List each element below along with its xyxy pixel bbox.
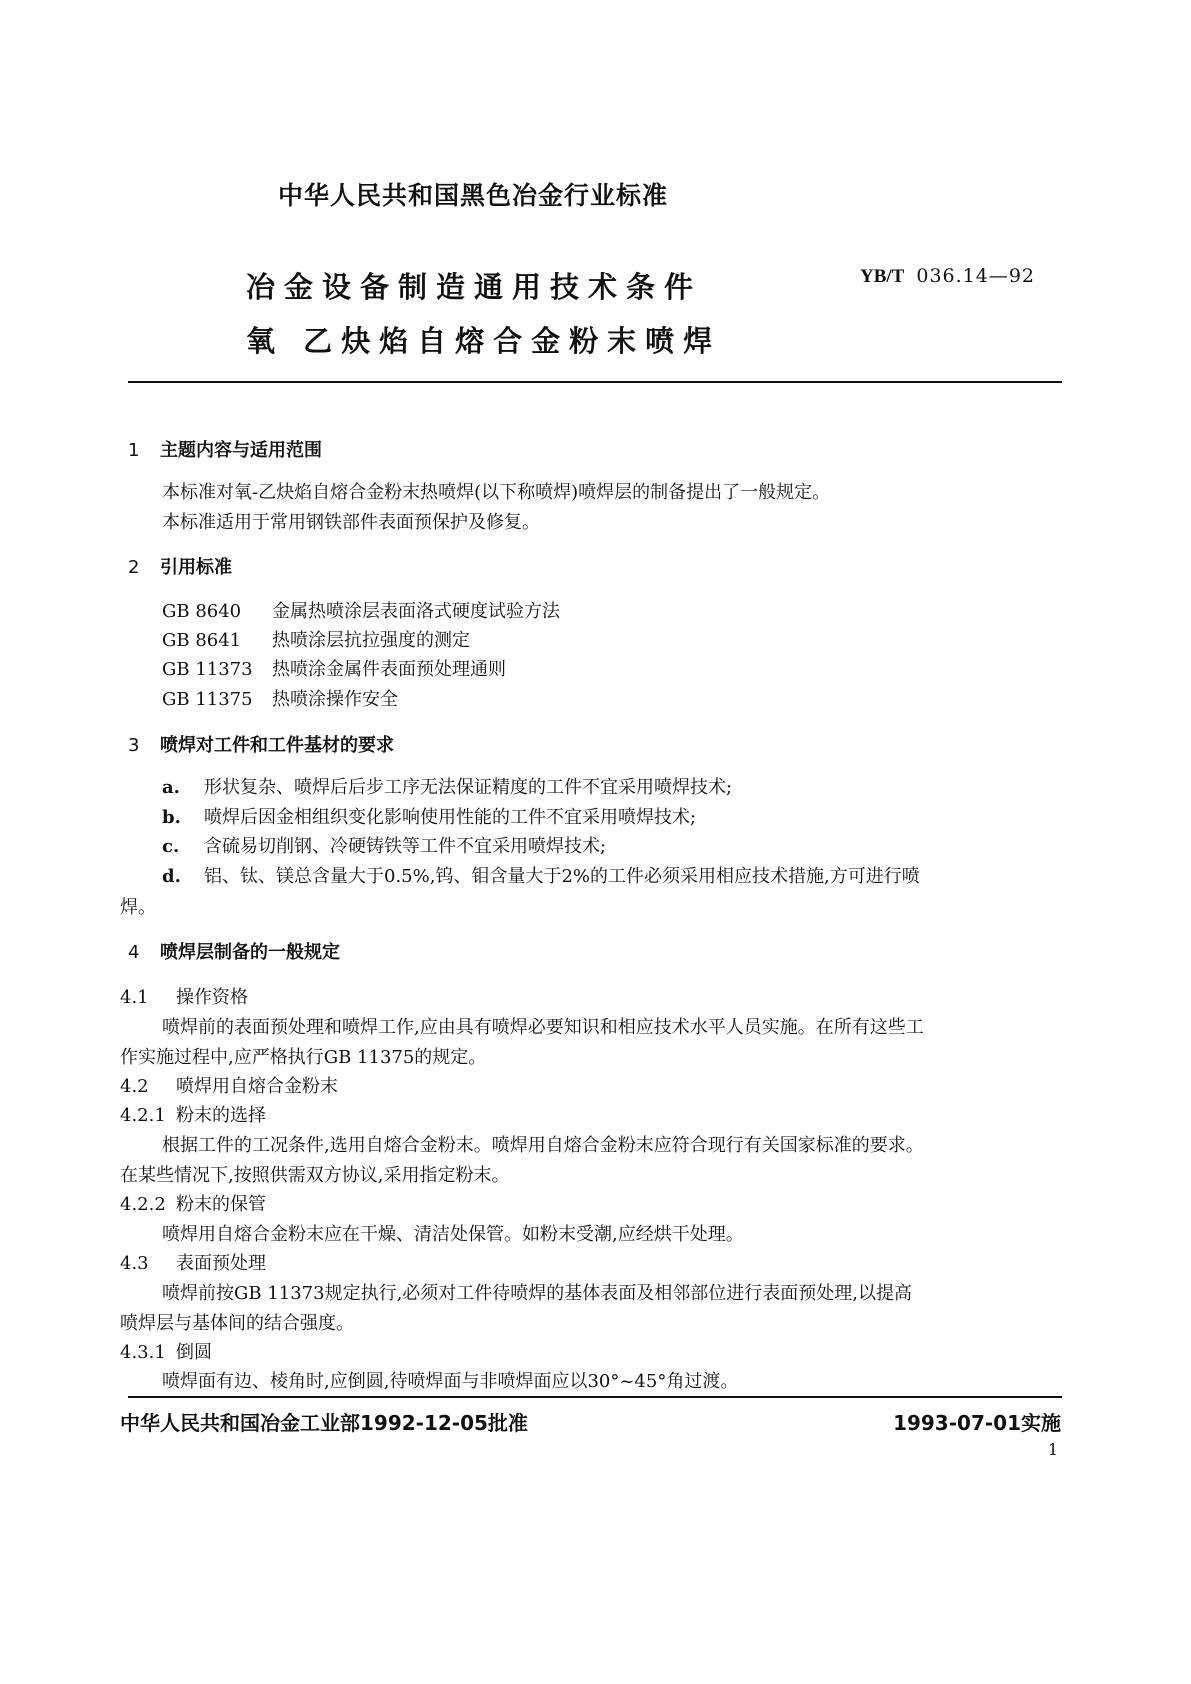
subsection-number: 4.1	[120, 987, 149, 1008]
standard-code-number: 036.14—92	[916, 265, 1036, 287]
reference-title: 金属热喷涂层表面洛式硬度试验方法	[272, 601, 560, 622]
reference-code: GB 8640	[162, 601, 242, 622]
standard-code	[860, 265, 1035, 288]
item-label: c.	[162, 836, 180, 857]
section-3-heading	[128, 731, 394, 757]
subsection-number: 4.2.2	[120, 1194, 166, 1215]
subsection-4-1-heading	[120, 983, 248, 1009]
subsection-4-3-1-heading	[120, 1338, 212, 1364]
subsection-title: 倒圆	[176, 1342, 212, 1363]
approval-statement: 中华人民共和国冶金工业部1992-12-05批准	[120, 1411, 528, 1435]
reference-code: GB 11375	[162, 689, 253, 710]
reference-standard-item	[162, 685, 398, 711]
requirement-item-d	[162, 862, 920, 888]
header-divider	[128, 381, 1062, 383]
subsection-title: 操作资格	[176, 987, 248, 1008]
reference-standard-item	[162, 597, 560, 623]
subsection-4-2-1-text-line-2: 在某些情况下,按照供需双方协议,采用指定粉末。	[120, 1165, 510, 1186]
section-1-paragraph-2: 本标准适用于常用钢铁部件表面预保护及修复。	[162, 512, 540, 533]
effective-date: 1993-07-01实施	[893, 1411, 1061, 1435]
section-2-heading	[128, 553, 232, 579]
reference-standard-item	[162, 655, 506, 681]
reference-title: 热喷涂金属件表面预处理通则	[272, 659, 506, 680]
section-4-heading	[128, 938, 340, 964]
item-label: a.	[162, 777, 180, 798]
requirement-item-d-continuation: 焊。	[120, 897, 156, 918]
item-label: d.	[162, 866, 181, 887]
subsection-number: 4.3.1	[120, 1342, 166, 1363]
standard-title-line-1: 冶金设备制造通用技术条件	[246, 270, 703, 304]
section-1-paragraph-1: 本标准对氧-乙炔焰自熔合金粉末热喷焊(以下称喷焊)喷焊层的制备提出了一般规定。	[162, 482, 831, 503]
requirement-item-a	[162, 773, 732, 799]
item-text: 含硫易切削钢、冷硬铸铁等工件不宜采用喷焊技术;	[204, 836, 607, 857]
requirement-item-c	[162, 832, 606, 858]
standard-code-prefix: YB/T	[860, 266, 905, 287]
page-number: 1	[1048, 1440, 1059, 1459]
issuing-organization: 中华人民共和国黑色冶金行业标准	[278, 181, 669, 210]
standard-title-line-2: 氧 乙炔焰自熔合金粉末喷焊	[246, 324, 722, 358]
item-text: 铝、钛、镁总含量大于0.5%,钨、钼含量大于2%的工件必须采用相应技术措施,方可进行喷	[204, 866, 920, 887]
subsection-number: 4.2.1	[120, 1105, 166, 1126]
subsection-4-2-1-heading	[120, 1101, 266, 1127]
subsection-title: 表面预处理	[176, 1253, 266, 1274]
subsection-number: 4.2	[120, 1076, 149, 1097]
item-label: b.	[162, 807, 181, 828]
subsection-4-3-text-line-2: 喷焊层与基体间的结合强度。	[120, 1313, 354, 1334]
footer-divider	[128, 1396, 1062, 1398]
subsection-title: 粉末的选择	[176, 1105, 266, 1126]
reference-code: GB 11373	[162, 659, 253, 680]
section-number: 3	[128, 735, 140, 756]
subsection-4-3-heading	[120, 1249, 266, 1275]
subsection-4-1-text-line-1: 喷焊前的表面预处理和喷焊工作,应由具有喷焊必要知识和相应技术水平人员实施。在所有这些工	[162, 1017, 924, 1038]
section-number: 4	[128, 942, 140, 963]
reference-title: 热喷涂层抗拉强度的测定	[272, 630, 470, 651]
reference-title: 热喷涂操作安全	[272, 689, 398, 710]
reference-code: GB 8641	[162, 630, 242, 651]
subsection-4-2-1-text-line-1: 根据工件的工况条件,选用自熔合金粉末。喷焊用自熔合金粉末应符合现行有关国家标准的要求。	[162, 1135, 924, 1156]
subsection-4-3-text-line-1: 喷焊前按GB 11373规定执行,必须对工件待喷焊的基体表面及相邻部位进行表面预处理,以提高	[162, 1283, 913, 1304]
subsection-4-3-1-text: 喷焊面有边、棱角时,应倒圆,待喷焊面与非喷焊面应以30°~45°角过渡。	[162, 1371, 739, 1392]
reference-standard-item	[162, 626, 470, 652]
item-text: 形状复杂、喷焊后后步工序无法保证精度的工件不宜采用喷焊技术;	[204, 777, 733, 798]
section-title: 引用标准	[160, 557, 232, 578]
subsection-4-2-2-heading	[120, 1190, 266, 1216]
section-number: 2	[128, 557, 140, 578]
subsection-number: 4.3	[120, 1253, 149, 1274]
section-number: 1	[128, 440, 140, 461]
requirement-item-b	[162, 803, 696, 829]
section-1-heading	[128, 436, 322, 462]
subsection-4-2-2-text: 喷焊用自熔合金粉末应在干燥、清洁处保管。如粉末受潮,应经烘干处理。	[162, 1224, 744, 1245]
section-title: 喷焊对工件和工件基材的要求	[160, 735, 394, 756]
subsection-title: 粉末的保管	[176, 1194, 266, 1215]
section-title: 主题内容与适用范围	[160, 440, 322, 461]
subsection-4-1-text-line-2: 作实施过程中,应严格执行GB 11375的规定。	[120, 1047, 487, 1068]
subsection-4-2-heading	[120, 1072, 338, 1098]
item-text: 喷焊后因金相组织变化影响使用性能的工件不宜采用喷焊技术;	[204, 807, 697, 828]
section-title: 喷焊层制备的一般规定	[160, 942, 340, 963]
subsection-title: 喷焊用自熔合金粉末	[176, 1076, 338, 1097]
